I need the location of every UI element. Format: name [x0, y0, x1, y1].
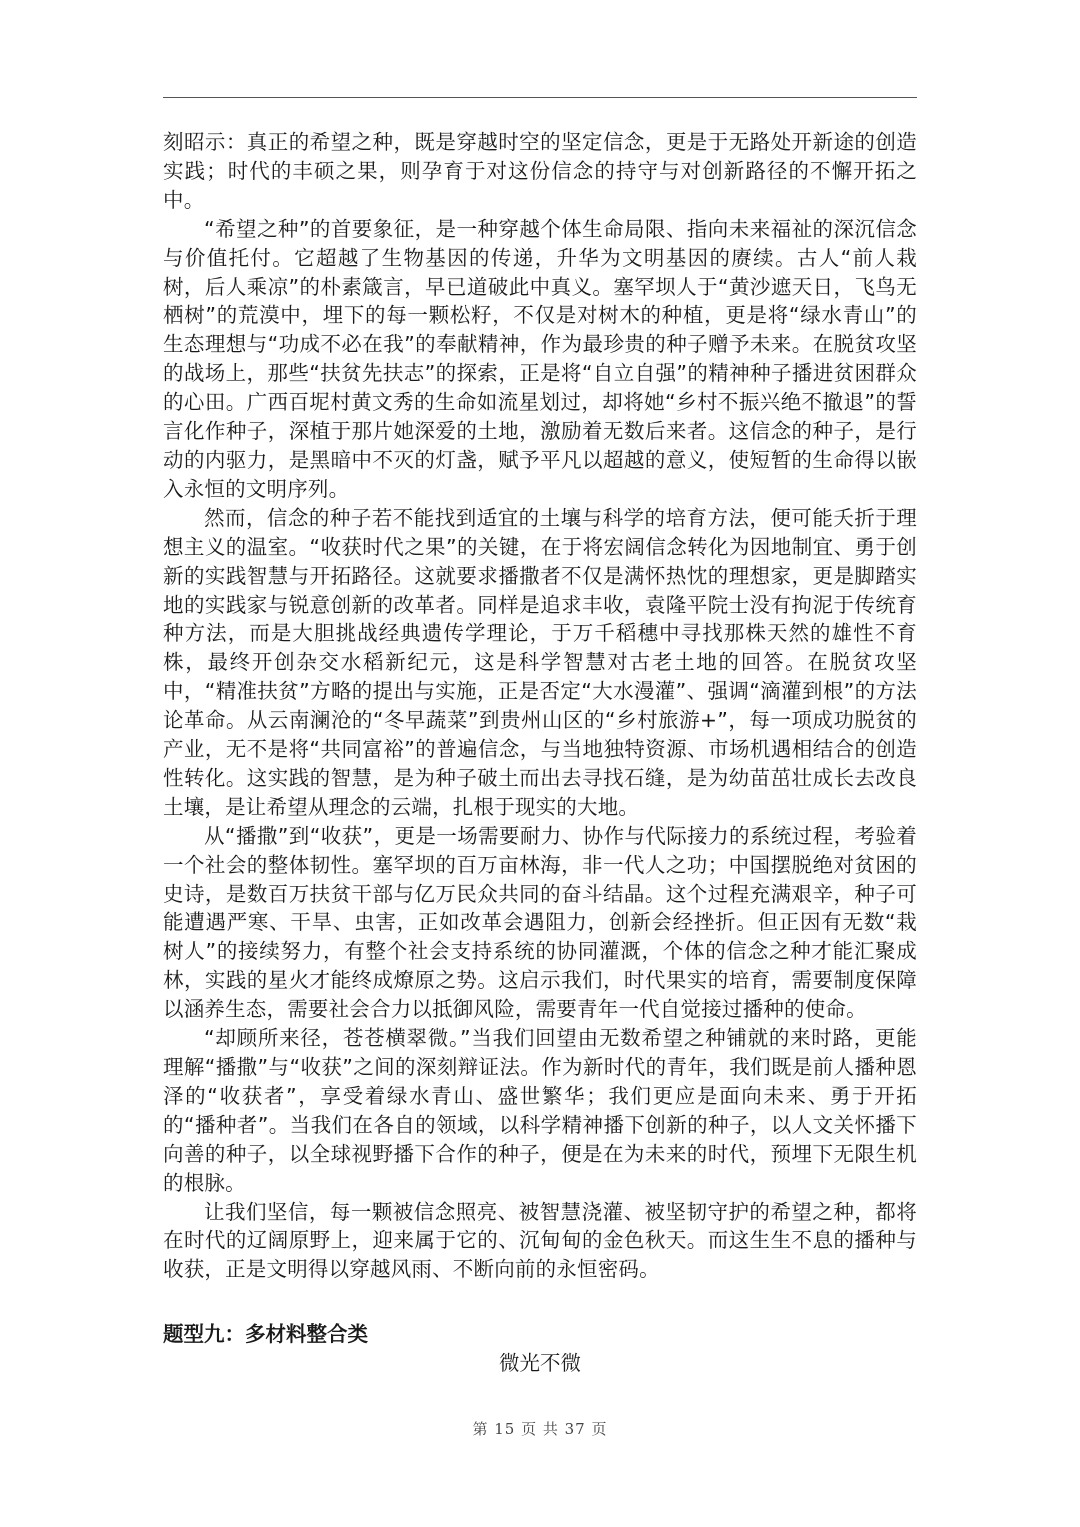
paragraph: 从“播撒”到“收获”，更是一场需要耐力、协作与代际接力的系统过程，考验着一个社会的整体韧性。塞罕坝的百万亩林海，非一代人之功；中国摆脱绝对贫困的史诗，是数百万扶贫干部与亿万民众共同的奋斗结晶。这个过程充满艰辛，种子可能遭遇严寒、干旱、虫害，正如改革会遇阻力，创新会经挫折。但正因有无数“栽树人”的接续努力，有整个社会支持系统的协同灌溉，个体的信念之种才能汇聚成林，实践的星火才能终成燎原之势。这启示我们，时代果实的培育，需要制度保障以涵养生态，需要社会合力以抵御风险，需要青年一代自觉接过播种的使命。: [163, 823, 917, 1022]
paragraph: 然而，信念的种子若不能找到适宜的土壤与科学的培育方法，便可能夭折于理想主义的温室。“收获时代之果”的关键，在于将宏阔信念转化为因地制宜、勇于创新的实践智慧与开拓路径。这就要求播撒者不仅是满怀热忱的理想家，更是脚踏实地的实践家与锐意创新的改革者。同样是追求丰收，袁隆平院士没有拘泥于传统育种方法，而是大胆挑战经典遗传学理论，于万千稻穗中寻找那株天然的雄性不育株，最终开创杂交水稻新纪元，这是科学智慧对古老土地的回答。在脱贫攻坚中，“精准扶贫”方略的提出与实施，正是否定“大水漫灌”、强调“滴灌到根”的方法论革命。从云南澜沧的“冬早蔬菜”到贵州山区的“乡村旅游+”，每一项成功脱贫的产业，无不是将“共同富裕”的普遍信念，与当地独特资源、市场机遇相结合的创造性转化。这实践的智慧，是为种子破土而出去寻找石缝，是为幼苗茁壮成长去改良土壤，是让希望从理念的云端，扎根于现实的大地。: [163, 505, 917, 819]
essay-title: 微光不微: [499, 1351, 581, 1375]
paragraph: 让我们坚信，每一颗被信念照亮、被智慧浇灌、被坚韧守护的希望之种，都将在时代的辽阔原野上，迎来属于它的、沉甸甸的金色秋天。而这生生不息的播种与收获，正是文明得以穿越风雨、不断向前的永恒密码。: [163, 1199, 917, 1282]
paragraph: “希望之种”的首要象征，是一种穿越个体生命局限、指向未来福祉的深沉信念与价值托付。它超越了生物基因的传递，升华为文明基因的赓续。古人“前人栽树，后人乘凉”的朴素箴言，早已道破此中真义。塞罕坝人于“黄沙遮天日，飞鸟无栖树”的荒漠中，埋下的每一颗松籽，不仅是对树木的种植，更是将“绿水青山”的生态理想与“功成不必在我”的奉献精神，作为最珍贵的种子赠予未来。在脱贫攻坚的战场上，那些“扶贫先扶志”的探索，正是将“自立自强”的精神种子播进贫困群众的心田。广西百坭村黄文秀的生命如流星划过，却将她“乡村不振兴绝不撤退”的誓言化作种子，深植于那片她深爱的土地，激励着无数后来者。这信念的种子，是行动的内驱力，是黑暗中不灭的灯盏，赋予平凡以超越的意义，使短暂的生命得以嵌入永恒的文明序列。: [163, 216, 917, 501]
essay-body: [163, 128, 917, 1284]
section-title: 题型九：多材料整合类: [163, 1322, 368, 1346]
paragraph-continuation: 刻昭示：真正的希望之种，既是穿越时空的坚定信念，更是于无路处开新途的创造实践；时代的丰硕之果，则孕育于对这份信念的持守与对创新路径的不懈开拓之中。: [163, 130, 917, 212]
header-rule: [163, 97, 917, 98]
paragraph: “却顾所来径，苍苍横翠微。”当我们回望由无数希望之种铺就的来时路，更能理解“播撒”与“收获”之间的深刻辩证法。作为新时代的青年，我们既是前人播种恩泽的“收获者”，享受着绿水青山、盛世繁华；我们更应是面向未来、勇于开拓的“播种者”。当我们在各自的领域，以科学精神播下创新的种子，以人文关怀播下向善的种子，以全球视野播下合作的种子，便是在为未来的时代，预埋下无限生机的根脉。: [163, 1026, 917, 1195]
page-footer: 第 15 页 共 37 页: [472, 1420, 608, 1438]
